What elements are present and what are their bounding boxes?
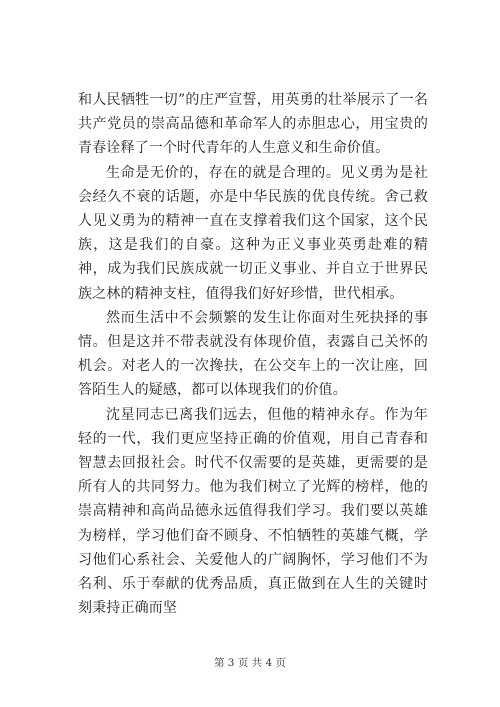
paragraph-4: 沈星同志已离我们远去，但他的精神永存。作为年轻的一代，我们更应坚持正确的价值观，用自己青春和智慧去回报社会。时代不仅需要的是英雄，更需要的是所有人的共同努力。他为我们树立了光辉的榜样，他的崇高精神和高尚品德永远值得我们学习。我们要以英雄为榜样，学习他们奋不顾身、不怕牺牲的英雄气概，学习他们心系社会、关爱他人的广阔胸怀，学习他们不为名利、乐于奉献的优秀品质，真正做到在人生的关键时刻秉持正确而坚	[78, 406, 428, 617]
document-body	[78, 88, 428, 620]
page-footer: 第 3 页 共 4 页	[213, 657, 287, 669]
paragraph-3: 然而生活中不会频繁的发生让你面对生死抉择的事情。但是这并不带表就没有体现价值，表露自己关怀的机会。对老人的一次搀扶，在公交车上的一次让座，回答陌生人的疑感，都可以体现我们的价值。	[78, 309, 428, 399]
paragraph-1: 和人民牺牲一切”的庄严宣誓，用英勇的壮举展示了一名共产党员的崇高品德和革命军人的赤胆忠心，用宝贵的青春诠释了一个时代青年的人生意义和生命价值。	[78, 92, 428, 157]
paragraph-2: 生命是无价的，存在的就是合理的。见义勇为是社会经久不衰的话题，亦是中华民族的优良传统。舍己救人见义勇为的精神一直在支撑着我们这个国家，这个民族，这是我们的自豪。这种为正义事业英勇赴难的精神，成为我们民族成就一切正义事业、并自立于世界民族之林的精神支柱，值得我们好好珍惜，世代相承。	[78, 164, 428, 302]
